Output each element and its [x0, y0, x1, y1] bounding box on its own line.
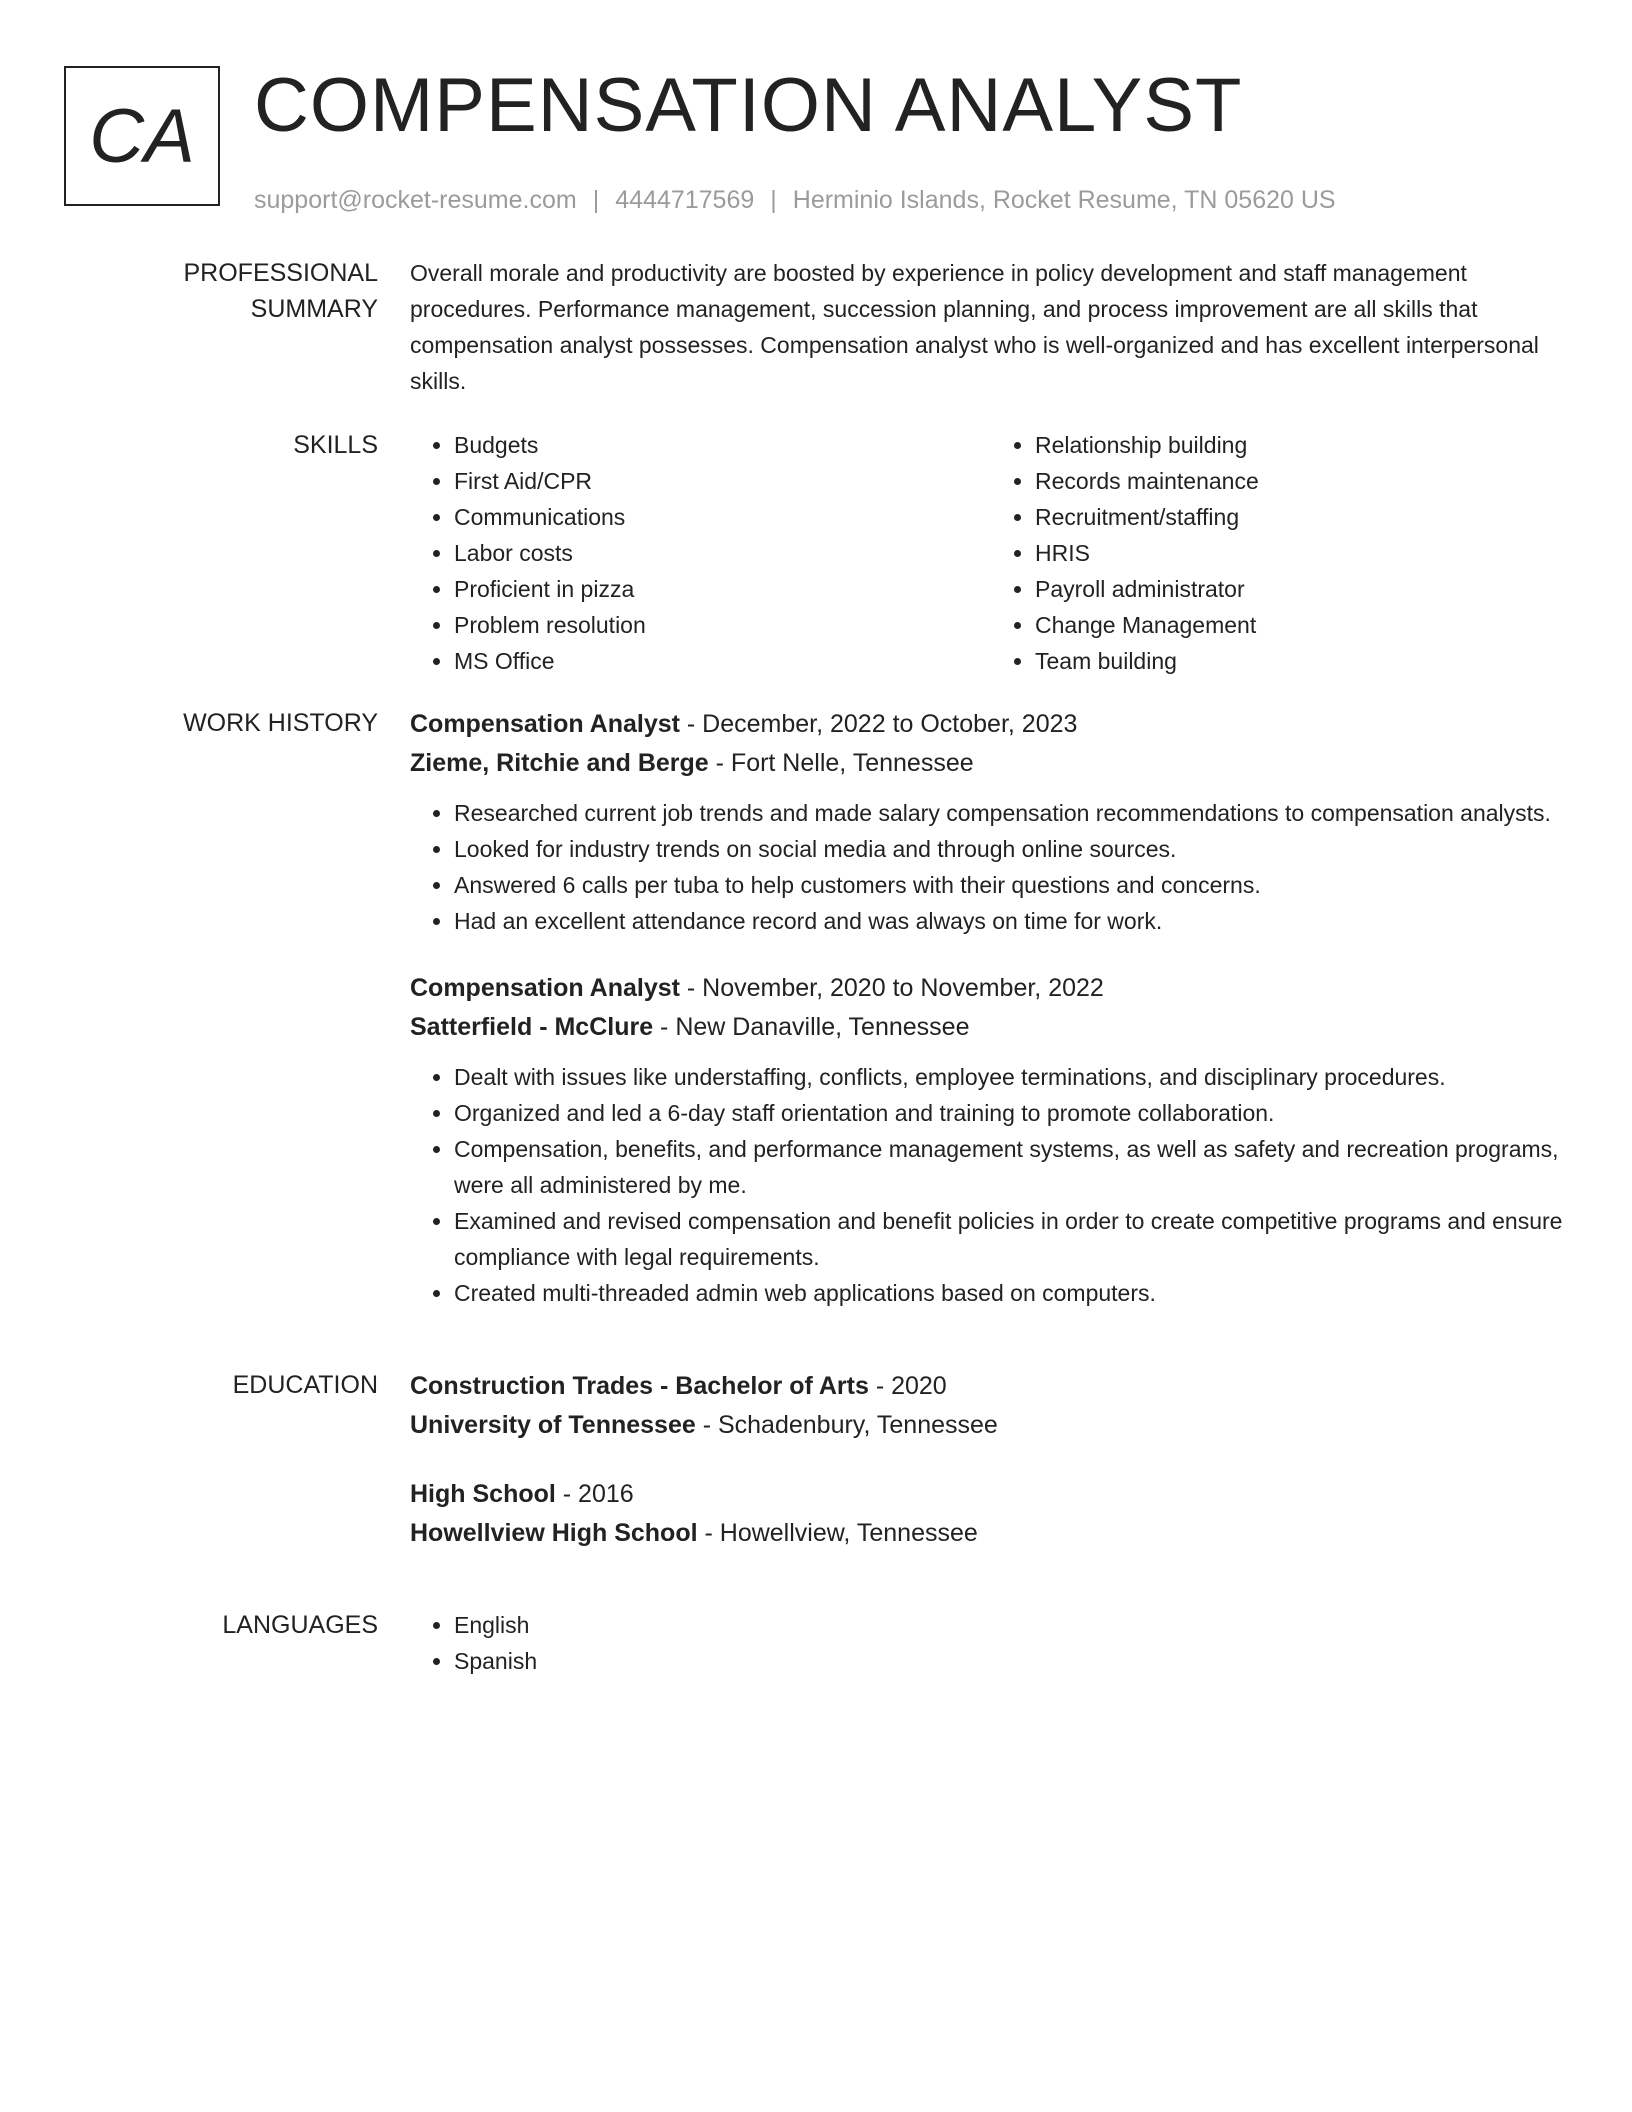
skills-section: [64, 427, 1572, 679]
skill-item: • Recruitment/staffing: [1035, 499, 1572, 535]
education-body: [410, 1367, 1572, 1583]
job-bullet: • Organized and led a 6-day staff orientation and training to promote collaboration.: [454, 1095, 1572, 1131]
education-school: University of Tennessee: [410, 1411, 696, 1439]
job-bullet: • Answered 6 calls per tuba to help customers with their questions and concerns.: [454, 867, 1572, 903]
job-dates: - November, 2020 to November, 2022: [679, 974, 1104, 1002]
skill-item: • HRIS: [1035, 535, 1572, 571]
job-bullet: • Dealt with issues like understaffing, conflicts, employee terminations, and disciplinary procedures.: [454, 1059, 1572, 1095]
languages-list: [410, 1607, 1572, 1679]
work-history-body: [410, 705, 1572, 1341]
job-bullet: • Researched current job trends and made salary compensation recommendations to compensation analysts.: [454, 795, 1572, 831]
section-label-education: EDUCATION: [232, 1371, 378, 1399]
skill-item: • Team building: [1035, 643, 1572, 679]
languages-body: [410, 1607, 1572, 1679]
job-location: - Fort Nelle, Tennessee: [708, 749, 974, 777]
job-bullet: • Created multi-threaded admin web applications based on computers.: [454, 1275, 1572, 1311]
section-label-languages: LANGUAGES: [222, 1611, 378, 1639]
skill-item: • Relationship building: [1035, 427, 1572, 463]
job-company: Satterfield - McClure: [410, 1013, 654, 1041]
education-entry: [410, 1475, 1572, 1553]
skills-columns: [410, 427, 1572, 679]
job-bullet: • Compensation, benefits, and performance management systems, as well as safety and recreation programs, were all administered by me.: [454, 1131, 1572, 1203]
job-title: Compensation Analyst: [410, 710, 680, 738]
resume-header: [64, 64, 1572, 215]
education-section: [64, 1367, 1572, 1583]
job-entry: [410, 969, 1572, 1311]
job-company: Zieme, Ritchie and Berge: [410, 749, 709, 777]
job-title: Compensation Analyst: [410, 974, 680, 1002]
job-bullet: • Had an excellent attendance record and was always on time for work.: [454, 903, 1572, 939]
education-school-line: [410, 1406, 1572, 1445]
section-label-work: WORK HISTORY: [183, 709, 378, 737]
education-degree-line: [410, 1475, 1572, 1514]
skill-item: • Change Management: [1035, 607, 1572, 643]
languages-section: [64, 1607, 1572, 1679]
job-bullets: [410, 795, 1572, 939]
education-degree: Construction Trades - Bachelor of Arts: [410, 1372, 869, 1400]
contact-line: [254, 186, 1336, 215]
skills-list-right: [991, 427, 1572, 679]
skill-item: • Communications: [454, 499, 991, 535]
education-school: Howellview High School: [410, 1519, 698, 1547]
job-bullets: [410, 1059, 1572, 1311]
job-dates: - December, 2022 to October, 2023: [679, 710, 1078, 738]
work-history-section: [64, 705, 1572, 1341]
skill-item: • Records maintenance: [1035, 463, 1572, 499]
education-year: - 2020: [868, 1372, 947, 1400]
job-title-line: [410, 705, 1572, 744]
contact-address: Herminio Islands, Rocket Resume, TN 05620 US: [792, 186, 1336, 214]
job-location: - New Danaville, Tennessee: [653, 1013, 970, 1041]
skill-item: • Problem resolution: [454, 607, 991, 643]
contact-email: support@rocket-resume.com: [254, 186, 577, 214]
monogram-logo: CA: [64, 66, 220, 206]
section-label-skills: SKILLS: [293, 431, 378, 459]
skill-item: • Budgets: [454, 427, 991, 463]
skills-list-left: [410, 427, 991, 679]
language-item: • Spanish: [454, 1643, 1572, 1679]
section-label-summary: PROFESSIONAL SUMMARY: [183, 259, 378, 323]
skill-item: • Proficient in pizza: [454, 571, 991, 607]
contact-separator: |: [592, 186, 600, 214]
skill-item: • Payroll administrator: [1035, 571, 1572, 607]
contact-separator: |: [770, 186, 777, 214]
summary-text: Overall morale and productivity are boosted by experience in policy development and staff management procedures. Performance management, succession planning, and process improvement are all skills that compensation analyst possesses. Compensation analyst who is well-organized and has excellent interpersonal skills.: [410, 260, 1539, 394]
job-entry: [410, 705, 1572, 939]
skill-item: • MS Office: [454, 643, 991, 679]
contact-phone: 4444717569: [615, 186, 755, 214]
education-entry: [410, 1367, 1572, 1445]
language-item: • English: [454, 1607, 1572, 1643]
education-year: - 2016: [555, 1480, 634, 1508]
candidate-title: COMPENSATION ANALYST: [254, 63, 1243, 148]
job-title-line: [410, 969, 1572, 1008]
job-company-line: [410, 1008, 1572, 1047]
skill-item: • Labor costs: [454, 535, 991, 571]
skill-item: • First Aid/CPR: [454, 463, 991, 499]
header-text: [254, 64, 1336, 215]
education-location: - Howellview, Tennessee: [697, 1519, 978, 1547]
job-company-line: [410, 744, 1572, 783]
job-bullet: • Looked for industry trends on social media and through online sources.: [454, 831, 1572, 867]
summary-section: [64, 255, 1572, 399]
education-degree-line: [410, 1367, 1572, 1406]
education-school-line: [410, 1514, 1572, 1553]
education-degree: High School: [410, 1480, 556, 1508]
education-location: - Schadenbury, Tennessee: [695, 1411, 998, 1439]
job-bullet: • Examined and revised compensation and benefit policies in order to create competitive programs and ensure compliance with legal requirements.: [454, 1203, 1572, 1275]
